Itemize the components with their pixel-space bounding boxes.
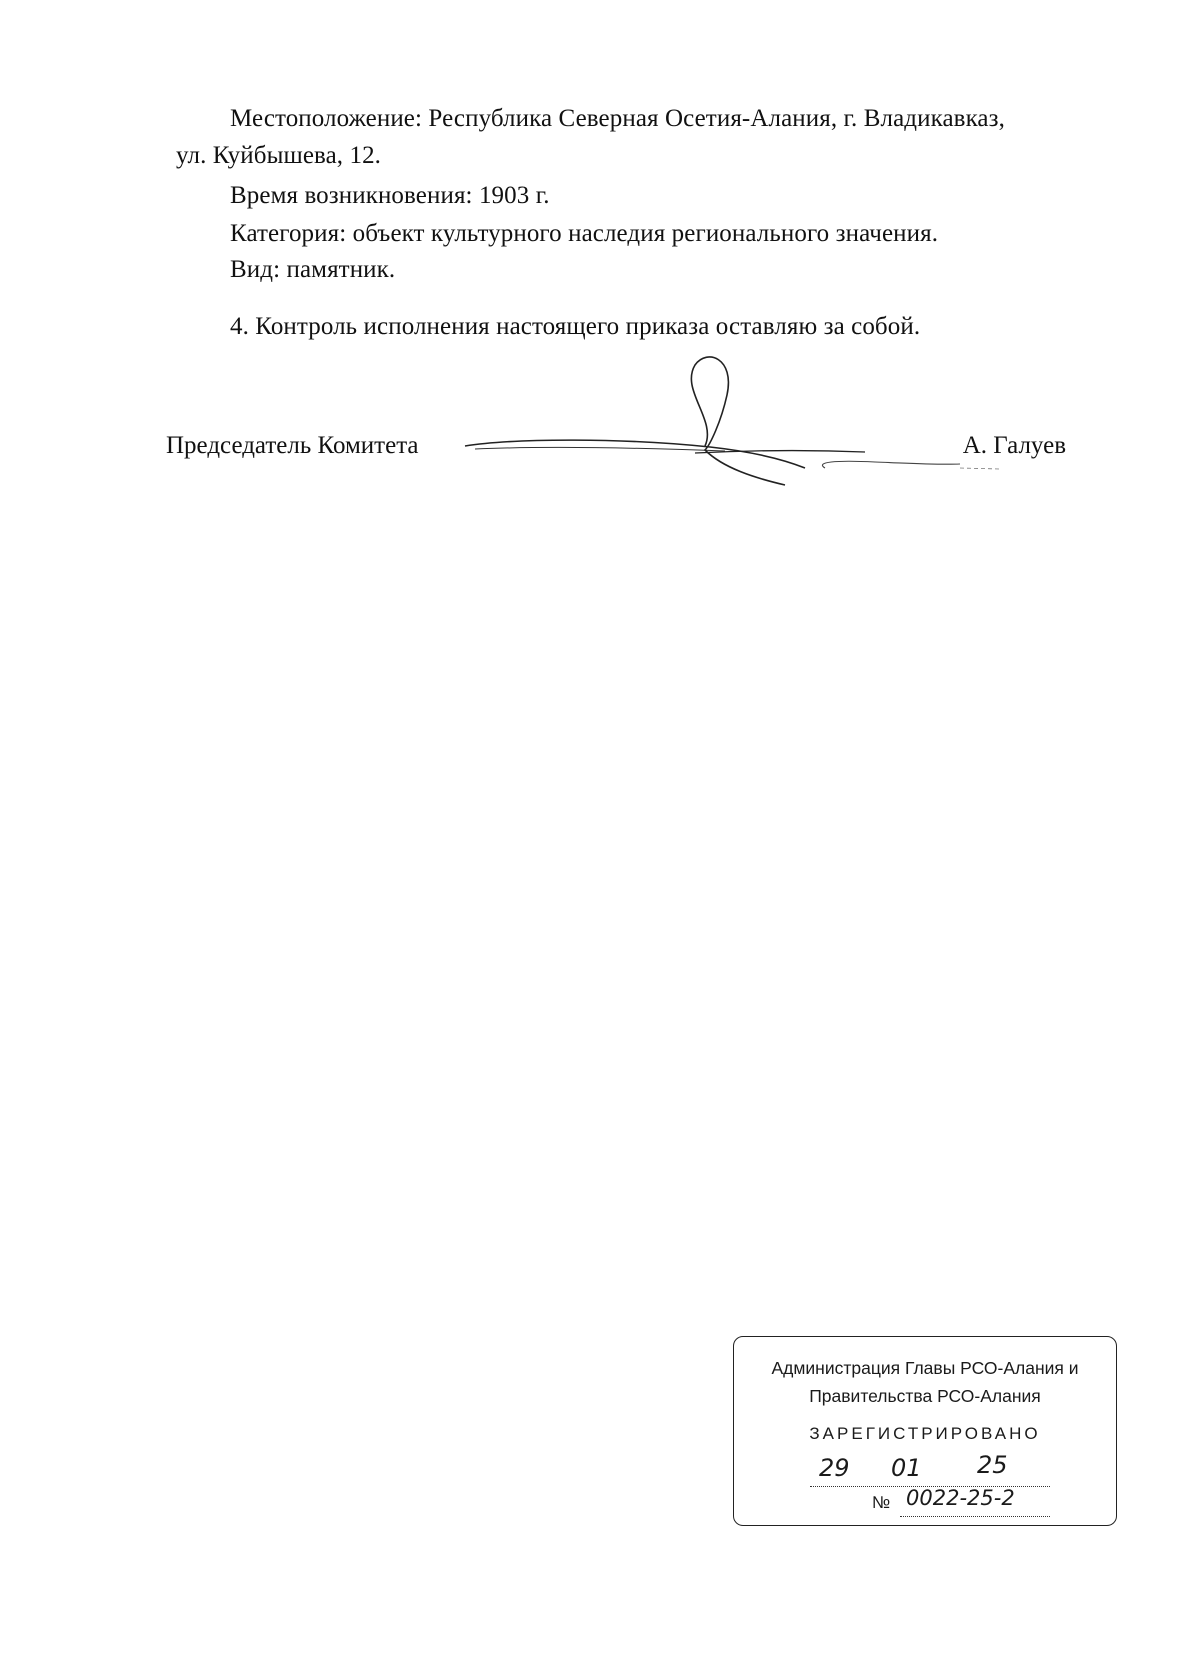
stamp-organization-line-1: Администрация Главы РСО-Алания и [771, 1358, 1079, 1378]
location-line-2: ул. Куйбышева, 12. [176, 142, 382, 169]
signatory-name: А. Галуев [962, 432, 1066, 459]
stamp-organization-line-2: Правительства РСО-Алания [809, 1386, 1041, 1406]
stamp-date-day: 29 [819, 1454, 850, 1482]
stamp-number-underline [900, 1516, 1050, 1517]
stamp-date-month: 01 [891, 1454, 922, 1482]
category-line: Категория: объект культурного наследия регионального значения. [230, 220, 939, 247]
stamp-date-year: 25 [977, 1451, 1008, 1479]
origin-time-line: Время возникновения: 1903 г. [230, 182, 550, 209]
signatory-title: Председатель Комитета [166, 432, 419, 459]
location-line-1: Местоположение: Республика Северная Осетия-Алания, г. Владикавказ, [230, 105, 1005, 132]
type-line: Вид: памятник. [230, 256, 396, 283]
stamp-number-label: № [872, 1493, 891, 1512]
handwritten-signature [455, 350, 1015, 500]
control-paragraph: 4. Контроль исполнения настоящего приказа оставляю за собой. [230, 313, 921, 340]
stamp-status: ЗАРЕГИСТРИРОВАНО [809, 1424, 1041, 1443]
stamp-number-value: 0022-25-2 [906, 1486, 1015, 1510]
registration-stamp [733, 1336, 1117, 1526]
